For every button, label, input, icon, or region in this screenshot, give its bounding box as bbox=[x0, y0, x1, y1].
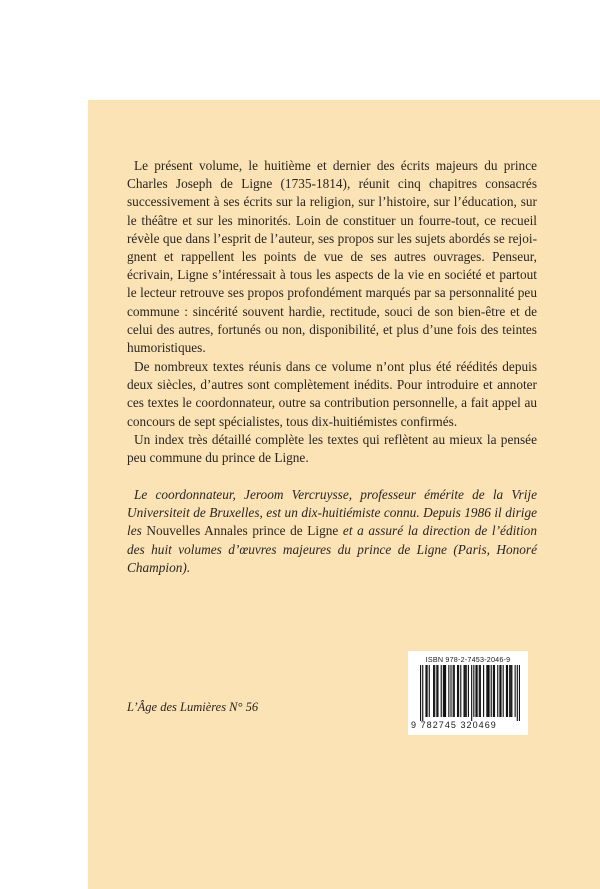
barcode-bar bbox=[436, 665, 437, 717]
barcode-bar bbox=[503, 665, 504, 717]
barcode-bar bbox=[443, 665, 444, 717]
barcode-bar bbox=[434, 665, 435, 717]
barcode-bar bbox=[437, 665, 438, 717]
isbn-barcode bbox=[408, 651, 528, 735]
barcode-bar bbox=[457, 665, 458, 717]
isbn-label: ISBN 978-2-7453-2046-9 bbox=[425, 655, 511, 664]
barcode-bar bbox=[448, 665, 449, 717]
barcode-bar bbox=[454, 665, 455, 717]
barcode-bar bbox=[477, 665, 478, 717]
barcode-bar bbox=[515, 665, 516, 717]
barcode-bar bbox=[468, 665, 469, 717]
barcode-bar bbox=[466, 665, 467, 717]
barcode-bar bbox=[422, 665, 423, 721]
barcode-bar bbox=[460, 665, 461, 717]
barcode-bars bbox=[420, 665, 520, 721]
barcode-bar bbox=[433, 665, 434, 717]
barcode-bar bbox=[483, 665, 484, 717]
barcode-bar bbox=[427, 665, 428, 717]
barcode-bar bbox=[488, 665, 489, 717]
description-paragraph-3: Un index très détaillé complète les textes qui reflètent au mieux la pensée peu commune du prince de Ligne. bbox=[127, 432, 537, 466]
barcode-bar bbox=[509, 665, 510, 717]
barcode-bar bbox=[463, 665, 464, 717]
barcode-bar bbox=[445, 665, 446, 717]
barcode-bar bbox=[499, 665, 500, 717]
barcode-bar bbox=[465, 665, 466, 717]
barcode-bar bbox=[497, 665, 498, 717]
description-paragraph-2: De nombreux textes réunis dans ce volume n’ont plus été réédités depuis deux siècles, d’autres sont complètement inédits. Pour introduire et annoter ces textes le coordonnateur, outre sa contribution personnelle, a fait appel au concours de sept spécialistes, tous dix-huitiémistes confirmés. bbox=[127, 359, 537, 429]
editor-bio bbox=[127, 486, 537, 577]
barcode-bar bbox=[425, 665, 426, 717]
barcode-bar bbox=[444, 665, 445, 717]
barcode-bar bbox=[507, 665, 508, 717]
barcode-bar bbox=[517, 665, 518, 721]
barcode-bar bbox=[500, 665, 501, 717]
barcode-bar bbox=[519, 665, 520, 721]
barcode-bar bbox=[441, 665, 442, 717]
barcode-bar bbox=[429, 665, 430, 717]
barcode-bar bbox=[486, 665, 487, 717]
barcode-bar bbox=[491, 665, 492, 717]
barcode-bar bbox=[479, 665, 480, 717]
barcode-bar bbox=[493, 665, 494, 717]
editor-bio-part2: et a assuré la direction de l’édition des huit volumes d’œuvres majeures du prince de Ligne (Paris, Honoré Champion). bbox=[127, 523, 537, 575]
barcode-bar bbox=[453, 665, 454, 717]
barcode-bar bbox=[511, 665, 512, 717]
barcode-bar bbox=[471, 665, 472, 721]
barcode-bar bbox=[450, 665, 451, 717]
series-label: L’Âge des Lumières N° 56 bbox=[127, 700, 259, 714]
ean-digits: 9 782745 320469 bbox=[411, 720, 497, 730]
barcode-bar bbox=[510, 665, 511, 717]
barcode-bar bbox=[473, 665, 474, 717]
barcode-bar bbox=[420, 665, 421, 721]
barcode-bar bbox=[494, 665, 495, 717]
editor-bio-part1: Le coordonnateur, Jeroom Vercruysse, professeur émérite de la Vrije Universiteit de Bruxelles, est un dix-huitiémiste connu. Depuis 1986 il dirige les bbox=[127, 487, 537, 539]
journal-title: Nouvelles Annales prince de Ligne bbox=[146, 523, 339, 539]
barcode-bar bbox=[480, 665, 481, 717]
barcode-bar bbox=[487, 665, 488, 717]
barcode-bar bbox=[475, 665, 476, 717]
barcode-bar bbox=[506, 665, 507, 717]
description-paragraph-1: Le présent volume, le huitième et dernier des écrits majeurs du prince Charles Joseph de Ligne (1735-1814), réunit cinq chapitres consacrés successivement à ses écrits sur la religion, sur l’histoire, sur l’éducation, sur le théâtre et sur les minorités. Loin de constituer un fourre-tout, ce recueil révèle que dans l’esprit de l’auteur, ses propos sur les sujets abordés se rejoignent et rappellent les points de vue de ses autres ouvrages. Penseur, écrivain, Ligne s’intéressait à tous les aspects de la vie en société et partout le lecteur retrouve ses propos profondément marqués par sa personnalité peu commune : sincérité souvent hardie, rectitude, souci de son bien-être et de celui des autres, fortunés ou non, disponibilité, et plus d’une fois des teintes humoristiques. bbox=[127, 158, 537, 356]
barcode-bar bbox=[458, 665, 459, 717]
